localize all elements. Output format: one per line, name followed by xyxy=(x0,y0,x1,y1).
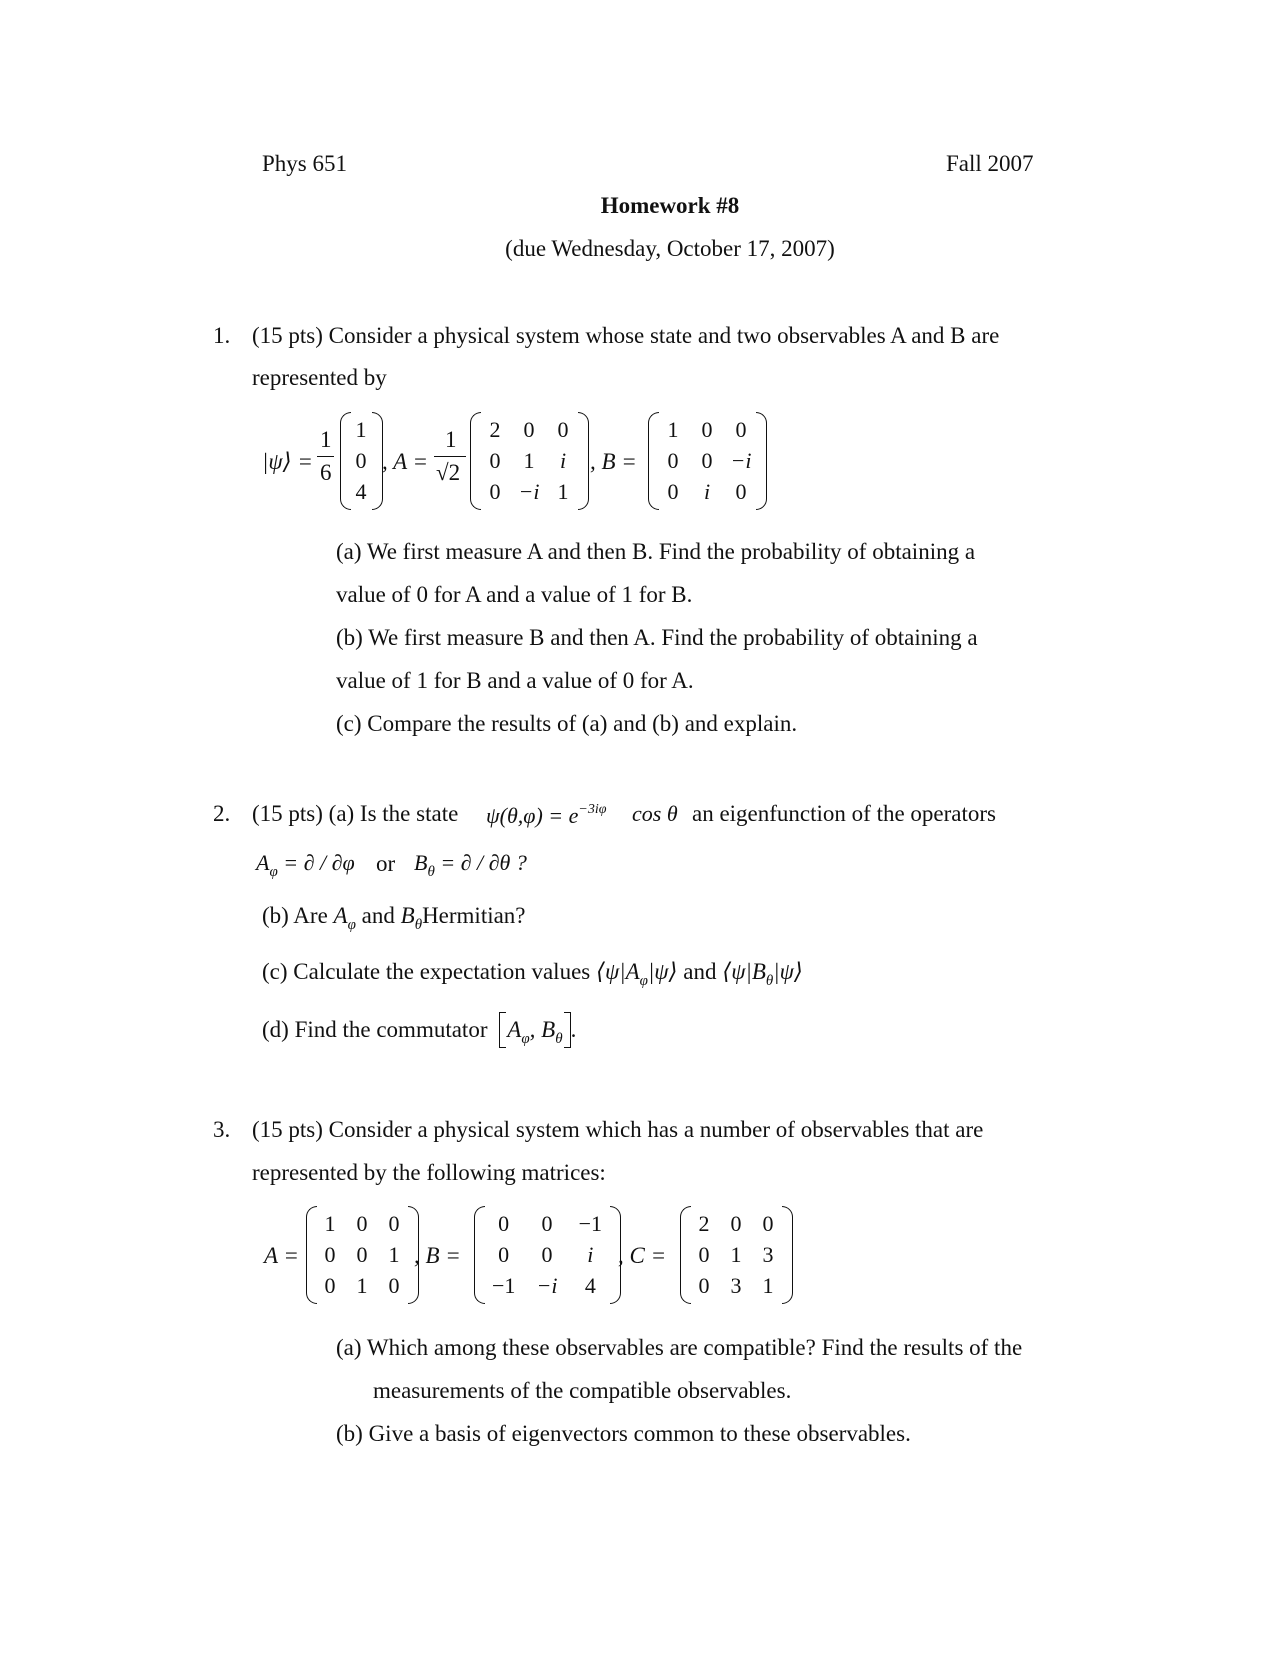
commutator-A: A xyxy=(507,1017,522,1042)
problem-intro-cont: represented by the following matrices: xyxy=(252,1160,606,1185)
psi-frac-num: 1 xyxy=(320,427,332,452)
matrix-entry: 2 xyxy=(489,416,501,442)
matrix-entry: 0 xyxy=(356,1210,368,1236)
matrix-entry: 0 xyxy=(541,1241,553,1267)
matrix-entry: 0 xyxy=(489,478,501,504)
problem-intro-cont: represented by xyxy=(252,365,387,390)
A-matrix xyxy=(314,1208,410,1301)
part-a-prefix: (15 pts) (a) Is the state xyxy=(252,801,459,826)
part-b-prefix: (b) Are xyxy=(262,903,328,928)
state-expression xyxy=(486,803,607,827)
matrix-entry: 0 xyxy=(730,1210,742,1236)
B-matrix xyxy=(656,414,758,507)
matrix-entry: 0 xyxy=(541,1210,553,1236)
op-B-sub: θ xyxy=(414,917,423,933)
matrix-entry: 0 xyxy=(523,416,535,442)
course-name: Phys 651 xyxy=(262,151,347,176)
part-b: (b) Give a basis of eigenvectors common to these observables. xyxy=(336,1421,911,1446)
matrix-entry: −1 xyxy=(491,1272,516,1298)
matrix-entry: 0 xyxy=(356,1241,368,1267)
part-d-line xyxy=(262,1018,576,1047)
problem-number: 2. xyxy=(213,801,231,826)
matrix-entry: 0 xyxy=(667,447,679,473)
matrix-entry: 1 xyxy=(557,478,569,504)
matrix-entry: 3 xyxy=(730,1272,742,1298)
state-expr: ψ(θ,φ) = e xyxy=(486,803,579,828)
operator-B-definition xyxy=(414,852,527,880)
matrix-entry: 0 xyxy=(324,1272,336,1298)
matrix-entry: −i xyxy=(536,1272,558,1298)
matrix-entry: 0 xyxy=(762,1210,774,1236)
part-c-prefix: (c) Calculate the expectation values xyxy=(262,959,591,984)
or-word: or xyxy=(376,851,396,876)
right-paren xyxy=(578,412,589,510)
matrix-entry: i xyxy=(559,447,567,473)
part-b-cont: value of 1 for B and a value of 0 for A. xyxy=(336,668,694,693)
op-B-sub: θ xyxy=(427,864,435,880)
A-label: A = xyxy=(264,1243,299,1268)
matrix-entry: −1 xyxy=(578,1210,603,1236)
problem-intro: (15 pts) Consider a physical system whose state and two observables A and B are xyxy=(252,323,1000,348)
vector-entry: 4 xyxy=(355,478,367,504)
B-label: , B = xyxy=(414,1243,461,1268)
op-A-def: = ∂ / ∂φ xyxy=(283,850,355,875)
operator-A-definition xyxy=(256,852,355,880)
frac-line xyxy=(434,456,466,457)
matrix-entry: 0 xyxy=(498,1241,510,1267)
and-word: and xyxy=(683,959,717,984)
matrix-entry: 0 xyxy=(698,1241,710,1267)
frac-line xyxy=(317,456,334,457)
expectation-A: $⟨\psi|A_\varphi|\psi⟩$ xyxy=(595,959,678,989)
A-matrix xyxy=(478,414,580,507)
part-a-cont: value of 0 for A and a value of 1 for B. xyxy=(336,582,693,607)
A-frac-den: √2 xyxy=(436,460,461,485)
matrix-entry: 1 xyxy=(667,416,679,442)
right-paren xyxy=(782,1206,793,1304)
state-cos: cos θ xyxy=(632,801,678,826)
matrix-entry: 1 xyxy=(356,1272,368,1298)
B-label: , B = xyxy=(590,449,637,474)
matrix-entry: 1 xyxy=(388,1241,400,1267)
part-b: (b) We first measure B and then A. Find the probability of obtaining a xyxy=(336,625,978,650)
matrix-entry: 0 xyxy=(701,447,713,473)
part-a-cont: measurements of the compatible observables. xyxy=(373,1378,792,1403)
C-label: , C = xyxy=(618,1243,667,1268)
A-label: , A = xyxy=(382,449,428,474)
matrix-entry: 1 xyxy=(523,447,535,473)
matrix-entry: −i xyxy=(730,447,752,473)
matrix-entry: 0 xyxy=(324,1241,336,1267)
matrix-entry: 0 xyxy=(388,1210,400,1236)
psi-label: |ψ⟩ = xyxy=(262,449,313,474)
matrix-entry: 2 xyxy=(698,1210,710,1236)
part-c-line xyxy=(262,960,803,989)
part-b-line xyxy=(262,904,526,933)
part-c: (c) Compare the results of (a) and (b) and explain. xyxy=(336,711,798,736)
C-matrix xyxy=(688,1208,784,1301)
part-b-suffix: Hermitian? xyxy=(422,903,526,928)
matrix-entry: 0 xyxy=(557,416,569,442)
period: . xyxy=(570,1017,577,1042)
matrix-entry: 0 xyxy=(701,416,713,442)
matrix-entry: 3 xyxy=(762,1241,774,1267)
due-date: (due Wednesday, October 17, 2007) xyxy=(505,236,835,261)
part-a: (a) Which among these observables are compatible? Find the results of the xyxy=(336,1335,1023,1360)
left-bracket xyxy=(499,1012,506,1048)
right-paren xyxy=(756,412,767,510)
page-title: Homework #8 xyxy=(600,193,740,218)
op-A: A xyxy=(256,850,270,875)
part-d-prefix: (d) Find the commutator xyxy=(262,1017,488,1042)
matrix-entry: 0 xyxy=(667,478,679,504)
matrix-entry: −i xyxy=(518,478,540,504)
op-A-sub: φ xyxy=(269,864,278,880)
psi-frac-den: 6 xyxy=(320,460,332,485)
commutator-comma: , B xyxy=(529,1017,556,1042)
op-A: A xyxy=(333,903,348,928)
matrix-entry: 4 xyxy=(584,1272,596,1298)
part-a-suffix: an eigenfunction of the operators xyxy=(692,801,996,826)
matrix-entry: 0 xyxy=(735,416,747,442)
matrix-entry: 1 xyxy=(324,1210,336,1236)
op-A-sub: φ xyxy=(347,917,356,933)
op-B-def: = ∂ / ∂θ ? xyxy=(440,850,527,875)
matrix-entry: 1 xyxy=(730,1241,742,1267)
B-matrix xyxy=(482,1208,612,1301)
matrix-entry: 0 xyxy=(489,447,501,473)
matrix-entry: i xyxy=(587,1241,594,1267)
vector-entry: 1 xyxy=(355,416,367,442)
psi-vector xyxy=(348,414,374,507)
matrix-entry: 0 xyxy=(498,1210,510,1236)
problem-intro: (15 pts) Consider a physical system which has a number of observables that are xyxy=(252,1117,984,1142)
matrix-entry: 1 xyxy=(762,1272,774,1298)
commutator: $A_\varphi$, $B_\theta$ xyxy=(499,1018,570,1047)
op-B: B xyxy=(400,903,415,928)
right-bracket xyxy=(564,1012,571,1048)
matrix-entry: i xyxy=(703,478,711,504)
op-B: B xyxy=(414,850,428,875)
part-a: (a) We first measure A and then B. Find the probability of obtaining a xyxy=(336,539,976,564)
and-word: and xyxy=(361,903,395,928)
matrix-entry: 0 xyxy=(388,1272,400,1298)
matrix-entry: 0 xyxy=(735,478,747,504)
vector-entry: 0 xyxy=(355,447,367,473)
term: Fall 2007 xyxy=(946,151,1034,176)
A-frac-num: 1 xyxy=(445,427,457,452)
problem-number: 1. xyxy=(213,323,231,348)
state-exponent: −3iφ xyxy=(578,802,607,817)
problem-number: 3. xyxy=(213,1117,231,1142)
matrix-entry: 0 xyxy=(698,1272,710,1298)
expectation-B: $⟨\psi|B_\theta|\psi⟩$ xyxy=(722,959,803,989)
